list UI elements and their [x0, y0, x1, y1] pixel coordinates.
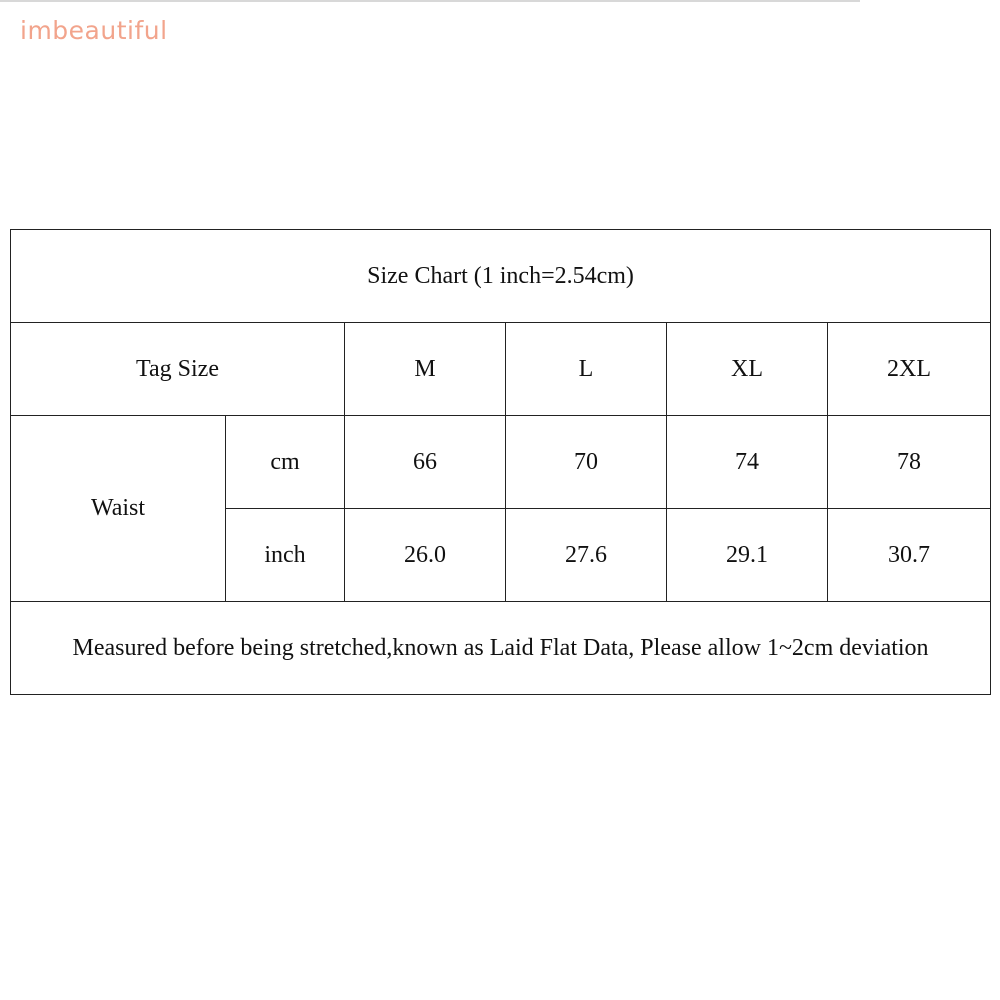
table-row-cm: [11, 416, 991, 509]
cell-inch-2xl: 30.7: [828, 509, 991, 602]
cell-cm-xl: 74: [667, 416, 828, 509]
cell-inch-m: 26.0: [345, 509, 506, 602]
size-header-xl: XL: [667, 323, 828, 416]
brand-watermark: imbeautiful: [20, 16, 168, 45]
top-divider: [0, 0, 860, 2]
size-chart-table: [10, 229, 991, 695]
table-row-title: [11, 230, 991, 323]
size-header-l: L: [506, 323, 667, 416]
cell-inch-xl: 29.1: [667, 509, 828, 602]
cell-inch-l: 27.6: [506, 509, 667, 602]
size-header-2xl: 2XL: [828, 323, 991, 416]
waist-label: Waist: [11, 416, 226, 602]
table-row-header: [11, 323, 991, 416]
tag-size-header: Tag Size: [11, 323, 345, 416]
table-title: Size Chart (1 inch=2.54cm): [11, 230, 991, 323]
size-header-m: M: [345, 323, 506, 416]
cell-cm-m: 66: [345, 416, 506, 509]
cell-cm-2xl: 78: [828, 416, 991, 509]
cell-cm-l: 70: [506, 416, 667, 509]
unit-cm: cm: [226, 416, 345, 509]
table-row-note: [11, 602, 991, 695]
unit-inch: inch: [226, 509, 345, 602]
measurement-note: Measured before being stretched,known as Laid Flat Data, Please allow 1~2cm deviation: [11, 602, 991, 695]
